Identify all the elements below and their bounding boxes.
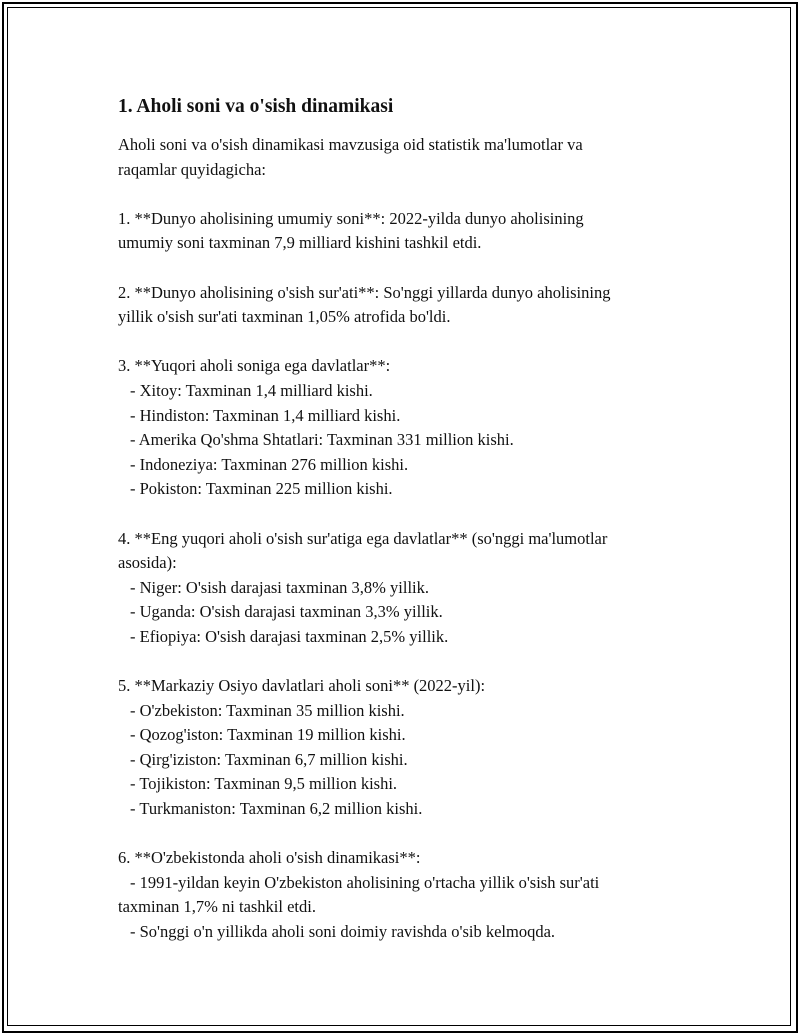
- section-5: [118, 674, 698, 822]
- section-3-heading: 3. **Yuqori aholi soniga ega davlatlar**:: [118, 356, 391, 376]
- list-item: - Qozog'iston: Taxminan 19 million kishi.: [130, 725, 406, 745]
- list-item: - Pokiston: Taxminan 225 million kishi.: [130, 479, 393, 499]
- list-item: - Efiopiya: O'sish darajasi taxminan 2,5% yillik.: [130, 626, 449, 646]
- section-6-heading: 6. **O'zbekistonda aholi o'sish dinamikasi**:: [118, 848, 421, 868]
- section-4-heading: 4. **Eng yuqori aholi o'sish sur'atiga ega davlatlar** (so'nggi ma'lumotlar: [118, 528, 608, 548]
- intro-line: raqamlar quyidagicha:: [118, 159, 266, 179]
- section-2-line: yillik o'sish sur'ati taxminan 1,05% atrofida bo'ldi.: [118, 307, 451, 327]
- section-2: [118, 281, 698, 330]
- list-item: - Indoneziya: Taxminan 276 million kishi.: [130, 454, 409, 474]
- section-1-line: 1. **Dunyo aholisining umumiy soni**: 2022-yilda dunyo aholisining: [118, 208, 584, 228]
- intro-paragraph: [118, 133, 698, 182]
- document-body: [118, 94, 698, 969]
- list-item: - Niger: O'sish darajasi taxminan 3,8% yillik.: [130, 577, 429, 597]
- list-item: - 1991-yildan keyin O'zbekiston aholisining o'rtacha yillik o'sish sur'ati: [130, 872, 600, 892]
- list-item-continuation: taxminan 1,7% ni tashkil etdi.: [118, 897, 316, 917]
- section-2-line: 2. **Dunyo aholisining o'sish sur'ati**: So'nggi yillarda dunyo aholisining: [118, 282, 611, 302]
- section-4: [118, 527, 698, 650]
- list-item: - So'nggi o'n yillikda aholi soni doimiy ravishda o'sib kelmoqda.: [130, 922, 556, 941]
- list-item: - Xitoy: Taxminan 1,4 milliard kishi.: [130, 380, 373, 400]
- list-item: - O'zbekiston: Taxminan 35 million kishi.: [130, 700, 405, 720]
- list-item: - Hindiston: Taxminan 1,4 milliard kishi.: [130, 405, 401, 425]
- section-1: [118, 207, 698, 256]
- list-item: - Amerika Qo'shma Shtatlari: Taxminan 331 million kishi.: [130, 430, 514, 450]
- list-item: - Uganda: O'sish darajasi taxminan 3,3% yillik.: [130, 602, 443, 622]
- list-item: - Tojikiston: Taxminan 9,5 million kishi.: [130, 774, 398, 794]
- section-6: [118, 846, 698, 944]
- list-item: - Qirg'iziston: Taxminan 6,7 million kishi.: [130, 749, 408, 769]
- section-3: [118, 354, 698, 502]
- document-title: 1. Aholi soni va o'sish dinamikasi: [118, 96, 394, 117]
- intro-line: Aholi soni va o'sish dinamikasi mavzusiga oid statistik ma'lumotlar va: [118, 135, 583, 154]
- list-item: - Turkmaniston: Taxminan 6,2 million kishi.: [130, 799, 423, 819]
- section-1-line: umumiy soni taxminan 7,9 milliard kishini tashkil etdi.: [118, 233, 482, 253]
- section-5-heading: 5. **Markaziy Osiyo davlatlari aholi soni** (2022-yil):: [118, 676, 486, 696]
- section-4-heading: asosida):: [118, 553, 177, 573]
